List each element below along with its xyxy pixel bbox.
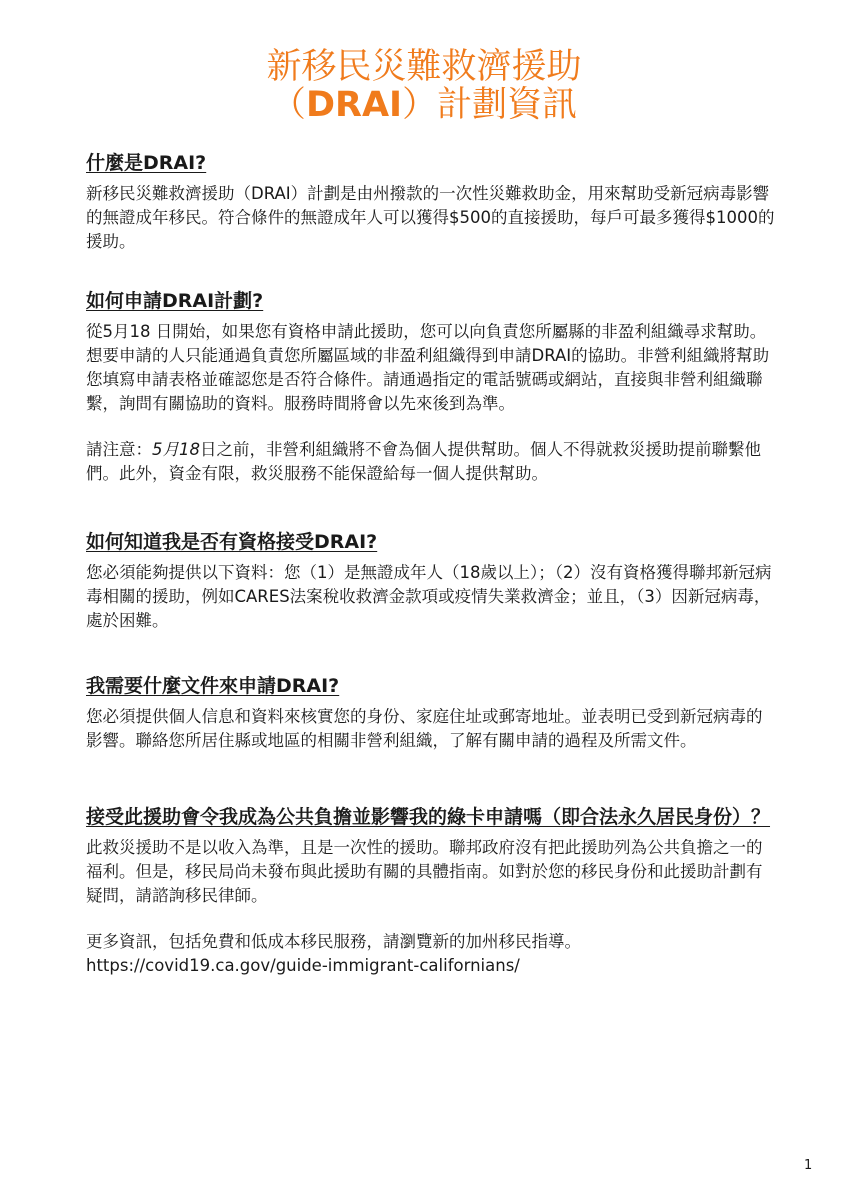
section-heading: 什麼是DRAI? <box>86 152 207 174</box>
title-line-2-rest: ）計劃資訊 <box>402 85 578 125</box>
section-what-is-drai <box>86 150 776 254</box>
section-heading: 接受此援助會令我成為公共負擔並影響我的綠卡申請嗎（即合法永久居民身份）？ <box>86 806 771 828</box>
title-line-1: 新移民災難救濟援助 <box>266 47 582 87</box>
document-title <box>0 48 848 124</box>
section-how-to-apply <box>86 288 776 486</box>
section-heading: 我需要什麼文件來申請DRAI? <box>86 675 340 697</box>
note-prefix: 請注意： <box>86 440 152 459</box>
title-line-2 <box>0 86 848 124</box>
note-rest: 日之前，非營利組織將不會為個人提供幫助。個人不得就救災援助提前聯繫他們。此外，資金有限，救災服務不能保證給每一個人提供幫助。 <box>86 440 761 483</box>
section-eligibility <box>86 529 776 633</box>
section-paragraph: 從5月18 日開始，如果您有資格申請此援助，您可以向負責您所屬縣的非盈利組織尋求幫助。想要申請的人只能通過負責您所屬區域的非盈利組織得到申請DRAI的協助。非營利組織將幫助您填寫申請表格並確認您是否符合條件。請通過指定的電話號碼或網站，直接與非營利組織聯繫，詢問有關協助的資料。服務時間將會以先來後到為準。 <box>86 322 770 413</box>
section-paragraph: 您必須提供個人信息和資料來核實您的身份、家庭住址或郵寄地址。並表明已受到新冠病毒的影響。聯絡您所居住縣或地區的相關非營利組織，了解有關申請的過程及所需文件。 <box>86 707 763 750</box>
title-open-paren: （ <box>270 85 306 125</box>
section-paragraph: 新移民災難救濟援助（DRAI）計劃是由州撥款的一次性災難救助金，用來幫助受新冠病毒影響的無證成年移民。符合條件的無證成年人可以獲得$500的直接援助，每戶可最多獲得$1000的援助。 <box>86 184 775 251</box>
section-note <box>86 438 776 486</box>
section-paragraph: 此救災援助不是以收入為準，且是一次性的援助。聯邦政府沒有把此援助列為公共負擔之一的福利。但是，移民局尚未發布與此援助有關的具體指南。如對於您的移民身份和此援助計劃有疑問，請諮詢移民律師。 <box>86 838 763 905</box>
section-public-charge <box>86 804 776 978</box>
page-number: 1 <box>804 1158 813 1173</box>
more-info-text: 更多資訊，包括免費和低成本移民服務，請瀏覽新的加州移民指導。 <box>86 932 581 951</box>
section-documents <box>86 673 776 753</box>
section-paragraph: 您必須能夠提供以下資料：您（1）是無證成年人（18歲以上）；（2）沒有資格獲得聯邦新冠病毒相關的援助，例如CARES法案稅收救濟金款項或疫情失業救濟金；並且，（3）因新冠病毒，處於困難。 <box>86 563 772 630</box>
guide-link[interactable]: https://covid19.ca.gov/guide-immigrant-californians/ <box>86 956 520 975</box>
section-heading: 如何知道我是否有資格接受DRAI? <box>86 531 378 553</box>
section-heading: 如何申請DRAI計劃? <box>86 290 264 312</box>
title-acronym: DRAI <box>305 85 403 125</box>
note-date: 5月18 <box>152 440 200 459</box>
